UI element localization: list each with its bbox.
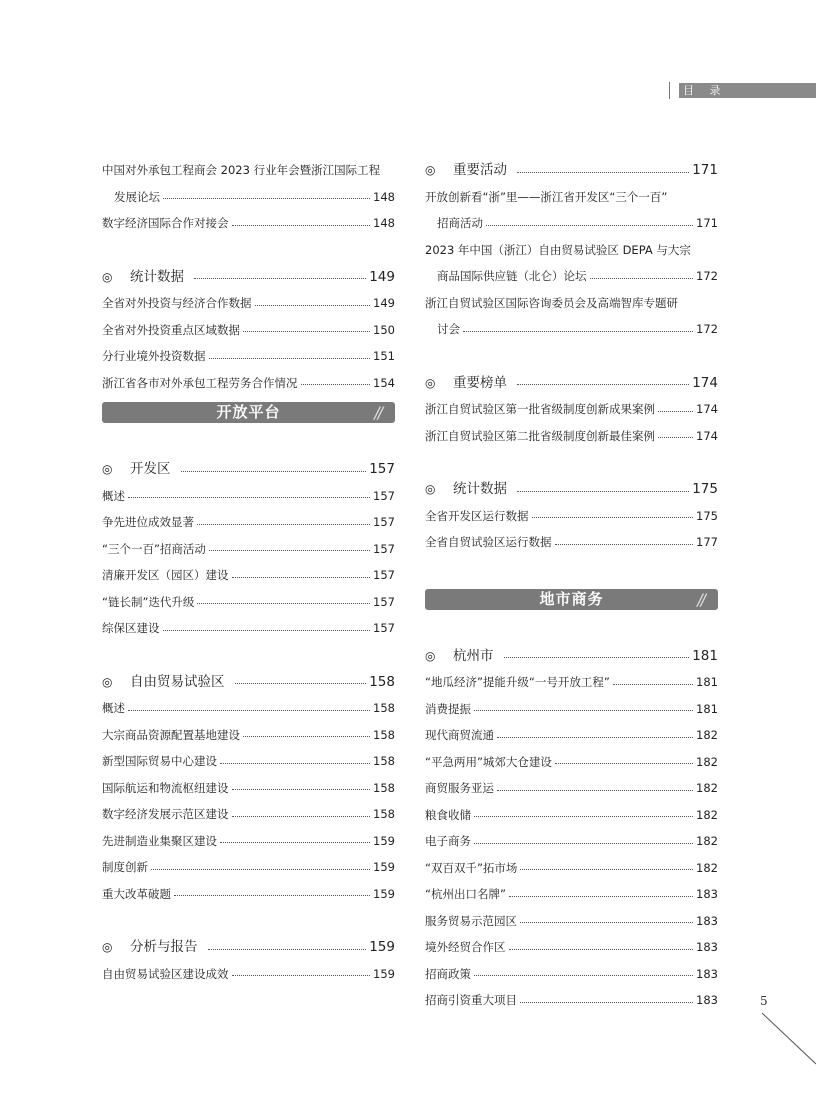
entry-title: 电子商务 <box>425 834 471 848</box>
entry-title: 现代商贸流通 <box>425 728 494 742</box>
entry-page-number: 157 <box>373 621 395 635</box>
header-title: 目 录 <box>683 84 727 97</box>
entry-title: 国际航运和物流枢纽建设 <box>102 780 229 795</box>
entry-page-number: 159 <box>373 886 395 901</box>
entry-page-number: 181 <box>696 675 718 689</box>
section-marker-icon: ◎ <box>425 648 436 663</box>
entry-page-number: 157 <box>373 541 395 556</box>
entry-title: 粮食收储 <box>425 807 471 822</box>
entry-page-number: 175 <box>692 481 718 497</box>
entry-page-number: 158 <box>373 701 395 715</box>
entry-title: 服务贸易示范园区 <box>425 913 517 928</box>
entry-title: 浙江省各市对外承包工程劳务合作情况 <box>102 375 298 390</box>
entry-title: 发展论坛 <box>114 189 160 204</box>
section-marker-icon: ◎ <box>102 269 113 284</box>
part-title: 地市商务 <box>539 589 604 608</box>
entry-title: “杭州出口名牌” <box>425 887 506 901</box>
entry-page-number: 182 <box>696 807 718 822</box>
entry-title: 新型国际贸易中心建设 <box>102 754 217 768</box>
entry-page-number: 158 <box>373 780 395 795</box>
entry-page-number: 182 <box>696 781 718 795</box>
entry-page-number: 148 <box>373 189 395 204</box>
entry-page-number: 183 <box>696 993 718 1007</box>
entry-page-number: 182 <box>696 754 718 769</box>
entry-page-number: 159 <box>373 860 395 874</box>
entry-page-number: 181 <box>696 701 718 716</box>
section-marker-icon: ◎ <box>102 462 113 476</box>
entry-title: 浙江自贸试验区第一批省级制度创新成果案例 <box>425 402 655 416</box>
entry-title: 杭州市 <box>453 647 494 664</box>
entry-title: 概述 <box>102 488 125 503</box>
entry-page-number: 177 <box>696 535 718 549</box>
entry-title: 自由贸易试验区建设成效 <box>102 966 229 981</box>
entry-title: 全省开发区运行数据 <box>425 508 529 523</box>
entry-title: 开发区 <box>130 461 171 477</box>
entry-page-number: 159 <box>373 833 395 848</box>
entry-title: 开放创新看“浙”里——浙江省开发区“三个一百” <box>425 189 668 204</box>
entry-page-number: 151 <box>373 349 395 363</box>
entry-title: 浙江自贸试验区国际咨询委员会及高端智库专题研 <box>425 295 678 310</box>
entry-title: 全省对外投资重点区域数据 <box>102 322 240 337</box>
entry-page-number: 183 <box>696 940 718 954</box>
section-marker-icon: ◎ <box>102 940 113 954</box>
entry-title: 浙江自贸试验区第二批省级制度创新最佳案例 <box>425 428 655 443</box>
entry-page-number: 158 <box>373 727 395 742</box>
entry-page-number: 150 <box>373 322 395 337</box>
entry-title: “平急两用”城郊大仓建设 <box>425 754 552 769</box>
entry-title: 自由贸易试验区 <box>130 673 225 690</box>
entry-title: 先进制造业集聚区建设 <box>102 833 217 848</box>
banner-slash-decoration: // <box>697 589 704 609</box>
entry-page-number: 181 <box>692 647 718 664</box>
entry-title: 数字经济发展示范区建设 <box>102 807 229 821</box>
entry-page-number: 174 <box>696 402 718 416</box>
entry-page-number: 157 <box>373 568 395 582</box>
banner-slash-decoration: // <box>374 403 381 422</box>
entry-page-number: 175 <box>696 508 718 523</box>
entry-title: 2023 年中国（浙江）自由贸易试验区 DEPA 与大宗 <box>425 242 691 257</box>
entry-title: 重大改革破题 <box>102 886 171 901</box>
entry-page-number: 157 <box>373 488 395 503</box>
section-marker-icon: ◎ <box>425 482 436 496</box>
entry-page-number: 174 <box>692 374 718 391</box>
part-title: 开放平台 <box>216 403 281 421</box>
entry-title: 重要榜单 <box>453 374 507 391</box>
section-marker-icon: ◎ <box>102 674 113 689</box>
entry-title: 全省对外投资与经济合作数据 <box>102 296 252 310</box>
entry-title: 统计数据 <box>453 481 507 497</box>
section-marker-icon: ◎ <box>425 375 436 390</box>
entry-page-number: 149 <box>369 268 395 285</box>
entry-title: 概述 <box>102 701 125 715</box>
entry-page-number: 157 <box>373 594 395 609</box>
entry-page-number: 149 <box>373 296 395 310</box>
entry-page-number: 158 <box>373 807 395 821</box>
entry-page-number: 182 <box>696 728 718 742</box>
entry-title: “链长制”迭代升级 <box>102 594 195 609</box>
entry-page-number: 148 <box>373 216 395 230</box>
entry-page-number: 159 <box>369 939 395 955</box>
entry-page-number: 154 <box>373 375 395 390</box>
entry-title: 招商活动 <box>437 216 483 230</box>
section-marker-icon: ◎ <box>425 163 436 177</box>
entry-page-number: 158 <box>373 754 395 768</box>
entry-page-number: 183 <box>696 887 718 901</box>
entry-page-number: 183 <box>696 966 718 981</box>
entry-page-number: 158 <box>369 673 395 690</box>
entry-page-number: 157 <box>373 515 395 529</box>
entry-title: “双百双千”拓市场 <box>425 860 518 875</box>
entry-title: 清廉开发区（园区）建设 <box>102 568 229 582</box>
entry-page-number: 183 <box>696 913 718 928</box>
entry-page-number: 171 <box>692 162 718 178</box>
entry-title: “地瓜经济”提能升级“一号开放工程” <box>425 675 610 689</box>
entry-title: 分行业境外投资数据 <box>102 349 206 363</box>
entry-title: 招商政策 <box>425 966 471 981</box>
entry-page-number: 159 <box>373 966 395 981</box>
entry-title: 招商引资重大项目 <box>425 993 517 1007</box>
entry-title: 大宗商品资源配置基地建设 <box>102 727 240 742</box>
entry-title: 统计数据 <box>130 268 184 285</box>
entry-page-number: 171 <box>696 216 718 230</box>
entry-title: 争先进位成效显著 <box>102 515 194 529</box>
entry-title: 商贸服务亚运 <box>425 781 494 795</box>
entry-title: 重要活动 <box>453 162 507 178</box>
entry-title: 制度创新 <box>102 860 148 874</box>
entry-title: 消费提振 <box>425 701 471 716</box>
entry-title: 分析与报告 <box>130 939 198 955</box>
entry-page-number: 182 <box>696 834 718 848</box>
entry-page-number: 157 <box>369 461 395 477</box>
entry-title: 综保区建设 <box>102 621 160 635</box>
entry-title: 境外经贸合作区 <box>425 940 506 954</box>
entry-title: 数字经济国际合作对接会 <box>102 216 229 230</box>
entry-page-number: 172 <box>696 269 718 283</box>
entry-title: 中国对外承包工程商会 2023 行业年会暨浙江国际工程 <box>102 163 381 177</box>
entry-title: “三个一百”招商活动 <box>102 541 206 556</box>
entry-page-number: 182 <box>696 860 718 875</box>
entry-title: 全省自贸试验区运行数据 <box>425 535 552 549</box>
entry-title: 商品国际供应链（北仑）论坛 <box>437 269 587 283</box>
page-number: 5 <box>760 994 768 1008</box>
entry-title: 讨会 <box>437 322 460 336</box>
entry-page-number: 174 <box>696 428 718 443</box>
entry-page-number: 172 <box>696 322 718 336</box>
